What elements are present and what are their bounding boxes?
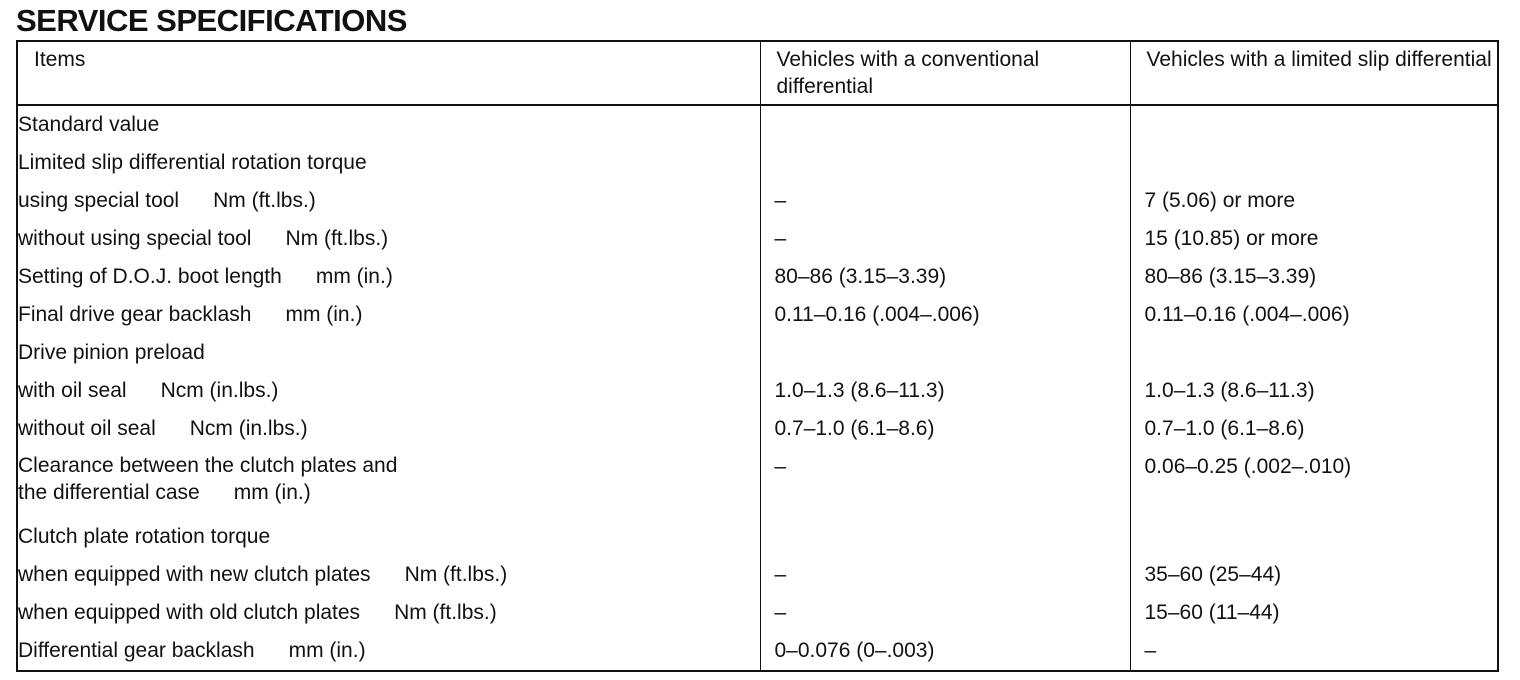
item-cell	[17, 448, 760, 518]
conventional-value-cell: 0–0.076 (0–.003)	[760, 632, 1130, 671]
unit-label: mm (in.)	[285, 303, 363, 326]
header-limited-slip-differential: Vehicles with a limited slip differential	[1130, 41, 1498, 105]
unit-label: Nm (ft.lbs.)	[394, 601, 497, 624]
item-label-line-1: Clearance between the clutch plates and	[18, 454, 398, 477]
item-cell	[17, 632, 760, 671]
item-label: Standard value	[18, 113, 160, 136]
conventional-value-cell: –	[760, 182, 1130, 220]
header-conventional-differential: Vehicles with a conventional differential	[760, 41, 1130, 105]
unit-label: Ncm (in.lbs.)	[189, 417, 308, 440]
conventional-value-cell: –	[760, 556, 1130, 594]
limited-slip-value-cell: 0.7–1.0 (6.1–8.6)	[1144, 417, 1305, 440]
conventional-value-cell: –	[760, 448, 1130, 518]
limited-slip-value-cell: 80–86 (3.15–3.39)	[1144, 265, 1317, 288]
conventional-value-cell: 0.7–1.0 (6.1–8.6)	[760, 410, 1130, 448]
limited-slip-value-cell: 7 (5.06) or more	[1144, 189, 1296, 212]
item-cell	[17, 296, 760, 334]
limited-slip-value-cell: 15–60 (11–44)	[1144, 601, 1280, 624]
limited-slip-value-cell: 1.0–1.3 (8.6–11.3)	[1144, 379, 1315, 402]
table-row	[17, 372, 1498, 410]
unit-label: mm (in.)	[288, 639, 366, 662]
item-cell	[17, 105, 760, 144]
limited-slip-value-cell	[1130, 518, 1498, 556]
unit-label: Nm (ft.lbs.)	[285, 227, 389, 250]
item-label-line-2: the differential case	[18, 481, 200, 504]
limited-slip-value-cell	[1130, 105, 1498, 144]
conventional-value-cell	[760, 144, 1130, 182]
item-label: Setting of D.O.J. boot length	[18, 265, 282, 288]
header-items: Items	[17, 41, 760, 105]
item-cell	[17, 144, 760, 182]
table-row	[17, 448, 1498, 518]
limited-slip-value-cell	[1130, 144, 1498, 182]
unit-label: mm (in.)	[233, 481, 311, 504]
item-cell	[17, 594, 760, 632]
table-row	[17, 182, 1498, 220]
item-label: when equipped with new clutch plates	[18, 563, 371, 586]
item-label: Clutch plate rotation torque	[18, 525, 271, 548]
conventional-value-cell: –	[760, 594, 1130, 632]
item-cell	[17, 182, 760, 220]
limited-slip-value-cell: 0.11–0.16 (.004–.006)	[1144, 303, 1350, 326]
item-label: Final drive gear backlash	[18, 303, 252, 326]
item-label: Differential gear backlash	[18, 639, 255, 662]
table-row	[17, 144, 1498, 182]
table-row	[17, 258, 1498, 296]
table-row	[17, 296, 1498, 334]
item-label: Drive pinion preload	[18, 341, 205, 364]
item-cell	[17, 372, 760, 410]
item-label: with oil seal	[18, 379, 127, 402]
item-label: Limited slip differential rotation torque	[18, 151, 367, 174]
conventional-value-cell	[760, 334, 1130, 372]
conventional-value-cell: 1.0–1.3 (8.6–11.3)	[760, 372, 1130, 410]
item-label: without using special tool	[18, 227, 252, 250]
table-row	[17, 105, 1498, 144]
item-cell	[17, 258, 760, 296]
unit-label: Nm (ft.lbs.)	[213, 189, 316, 212]
conventional-value-cell: –	[760, 220, 1130, 258]
conventional-value-cell	[760, 518, 1130, 556]
conventional-value-cell: 80–86 (3.15–3.39)	[760, 258, 1130, 296]
table-row	[17, 220, 1498, 258]
item-cell	[17, 334, 760, 372]
table-row	[17, 410, 1498, 448]
limited-slip-value-cell: 35–60 (25–44)	[1144, 563, 1282, 586]
limited-slip-value-cell: –	[1144, 639, 1157, 662]
item-cell	[17, 220, 760, 258]
document-title: SERVICE SPECIFICATIONS	[16, 3, 407, 38]
item-cell	[17, 410, 760, 448]
item-cell	[17, 556, 760, 594]
limited-slip-value-cell: 15 (10.85) or more	[1144, 227, 1319, 250]
table-row	[17, 334, 1498, 372]
limited-slip-value-cell: 0.06–0.25 (.002–.010)	[1144, 455, 1352, 478]
limited-slip-value-cell	[1130, 334, 1498, 372]
unit-label: Nm (ft.lbs.)	[404, 563, 508, 586]
item-label: using special tool	[18, 189, 180, 212]
unit-label: Ncm (in.lbs.)	[160, 379, 279, 402]
table-row	[17, 556, 1498, 594]
table-row	[17, 518, 1498, 556]
table-row	[17, 632, 1498, 671]
table-header-row	[17, 41, 1498, 105]
item-label: when equipped with old clutch plates	[18, 601, 361, 624]
service-specifications-table	[16, 40, 1499, 672]
table-row	[17, 594, 1498, 632]
unit-label: mm (in.)	[315, 265, 393, 288]
item-cell	[17, 518, 760, 556]
conventional-value-cell: 0.11–0.16 (.004–.006)	[760, 296, 1130, 334]
item-label: without oil seal	[18, 417, 156, 440]
conventional-value-cell	[760, 105, 1130, 144]
